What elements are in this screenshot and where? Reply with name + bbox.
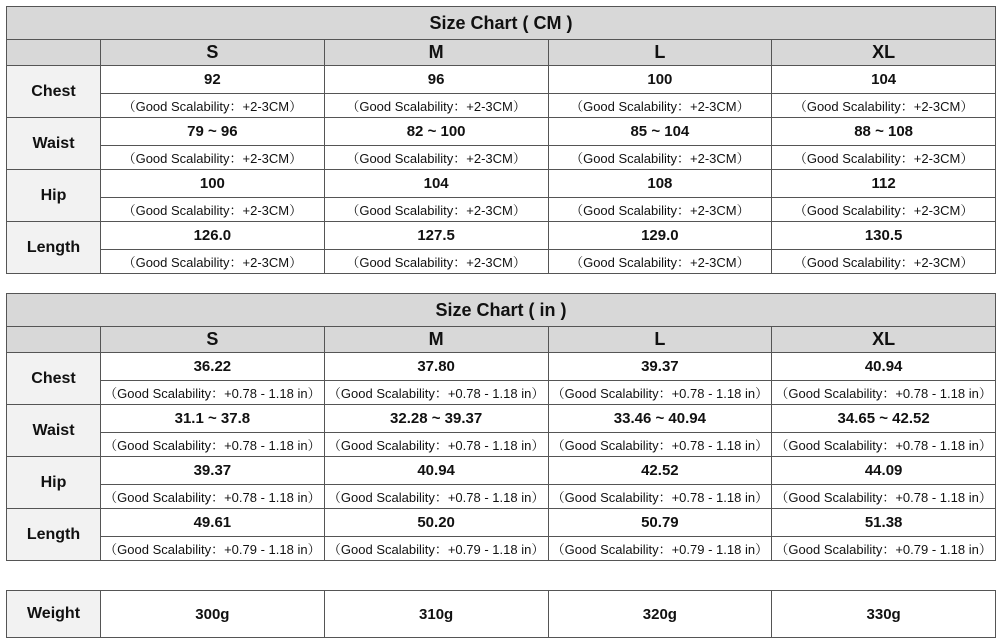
scalability-note: （Good Scalability：+2-3CM） [548,146,772,170]
value-cell: 39.37 [101,457,325,485]
scalability-note: （Good Scalability：+2-3CM） [772,198,996,222]
value-cell: 44.09 [772,457,996,485]
value-cell: 39.37 [548,353,772,381]
value-cell: 42.52 [548,457,772,485]
scalability-note: （Good Scalability：+0.78 - 1.18 in） [548,381,772,405]
value-cell: 96 [324,66,548,94]
value-cell: 127.5 [324,222,548,250]
value-cell: 100 [548,66,772,94]
scalability-note: （Good Scalability：+0.78 - 1.18 in） [548,485,772,509]
row-label-hip: Hip [7,170,101,222]
scalability-note: （Good Scalability：+0.79 - 1.18 in） [101,537,325,561]
value-cell: 32.28 ~ 39.37 [324,405,548,433]
scalability-note: （Good Scalability：+0.78 - 1.18 in） [772,381,996,405]
scalability-note: （Good Scalability：+0.79 - 1.18 in） [772,537,996,561]
value-cell: 92 [101,66,325,94]
scalability-note: （Good Scalability：+0.78 - 1.18 in） [772,485,996,509]
value-cell: 126.0 [101,222,325,250]
weight-value-m: 310g [324,591,548,638]
size-header-l: L [548,40,772,66]
row-label-hip: Hip [7,457,101,509]
scalability-note: （Good Scalability：+0.78 - 1.18 in） [101,381,325,405]
scalability-note: （Good Scalability：+2-3CM） [324,146,548,170]
scalability-note: （Good Scalability：+0.78 - 1.18 in） [324,381,548,405]
size-header-m: M [324,40,548,66]
value-cell: 112 [772,170,996,198]
row-label-waist: Waist [7,118,101,170]
weight-table [6,590,996,638]
value-cell: 79 ~ 96 [101,118,325,146]
value-cell: 51.38 [772,509,996,537]
value-cell: 31.1 ~ 37.8 [101,405,325,433]
value-cell: 40.94 [324,457,548,485]
size-header-xl: XL [772,327,996,353]
size-chart-inch-title: Size Chart ( in ) [7,294,996,327]
scalability-note: （Good Scalability：+2-3CM） [101,94,325,118]
scalability-note: （Good Scalability：+2-3CM） [101,250,325,274]
scalability-note: （Good Scalability：+0.78 - 1.18 in） [772,433,996,457]
scalability-note: （Good Scalability：+2-3CM） [548,250,772,274]
row-label-length: Length [7,222,101,274]
weight-value-l: 320g [548,591,772,638]
size-header-m: M [324,327,548,353]
value-cell: 82 ~ 100 [324,118,548,146]
size-chart-cm-title: Size Chart ( CM ) [7,7,996,40]
header-corner-cell [7,327,101,353]
size-chart-cm-table [6,6,996,274]
value-cell: 34.65 ~ 42.52 [772,405,996,433]
row-label-chest: Chest [7,66,101,118]
value-cell: 37.80 [324,353,548,381]
scalability-note: （Good Scalability：+0.79 - 1.18 in） [548,537,772,561]
scalability-note: （Good Scalability：+2-3CM） [324,198,548,222]
scalability-note: （Good Scalability：+0.78 - 1.18 in） [324,433,548,457]
size-header-l: L [548,327,772,353]
scalability-note: （Good Scalability：+2-3CM） [772,250,996,274]
value-cell: 40.94 [772,353,996,381]
header-corner-cell [7,40,101,66]
value-cell: 129.0 [548,222,772,250]
value-cell: 104 [324,170,548,198]
value-cell: 100 [101,170,325,198]
scalability-note: （Good Scalability：+2-3CM） [772,94,996,118]
value-cell: 36.22 [101,353,325,381]
value-cell: 104 [772,66,996,94]
weight-value-s: 300g [101,591,325,638]
scalability-note: （Good Scalability：+2-3CM） [324,250,548,274]
value-cell: 33.46 ~ 40.94 [548,405,772,433]
scalability-note: （Good Scalability：+0.79 - 1.18 in） [324,537,548,561]
scalability-note: （Good Scalability：+2-3CM） [548,198,772,222]
value-cell: 130.5 [772,222,996,250]
row-label-length: Length [7,509,101,561]
size-header-s: S [101,327,325,353]
value-cell: 49.61 [101,509,325,537]
scalability-note: （Good Scalability：+0.78 - 1.18 in） [548,433,772,457]
scalability-note: （Good Scalability：+0.78 - 1.18 in） [101,433,325,457]
value-cell: 88 ~ 108 [772,118,996,146]
scalability-note: （Good Scalability：+2-3CM） [324,94,548,118]
value-cell: 108 [548,170,772,198]
scalability-note: （Good Scalability：+2-3CM） [772,146,996,170]
scalability-note: （Good Scalability：+0.78 - 1.18 in） [101,485,325,509]
scalability-note: （Good Scalability：+2-3CM） [548,94,772,118]
value-cell: 50.79 [548,509,772,537]
row-label-weight: Weight [7,591,101,638]
size-chart-inch-table [6,293,996,561]
size-header-s: S [101,40,325,66]
scalability-note: （Good Scalability：+2-3CM） [101,146,325,170]
scalability-note: （Good Scalability：+2-3CM） [101,198,325,222]
row-label-waist: Waist [7,405,101,457]
row-label-chest: Chest [7,353,101,405]
scalability-note: （Good Scalability：+0.78 - 1.18 in） [324,485,548,509]
value-cell: 50.20 [324,509,548,537]
size-header-xl: XL [772,40,996,66]
value-cell: 85 ~ 104 [548,118,772,146]
weight-value-xl: 330g [772,591,996,638]
